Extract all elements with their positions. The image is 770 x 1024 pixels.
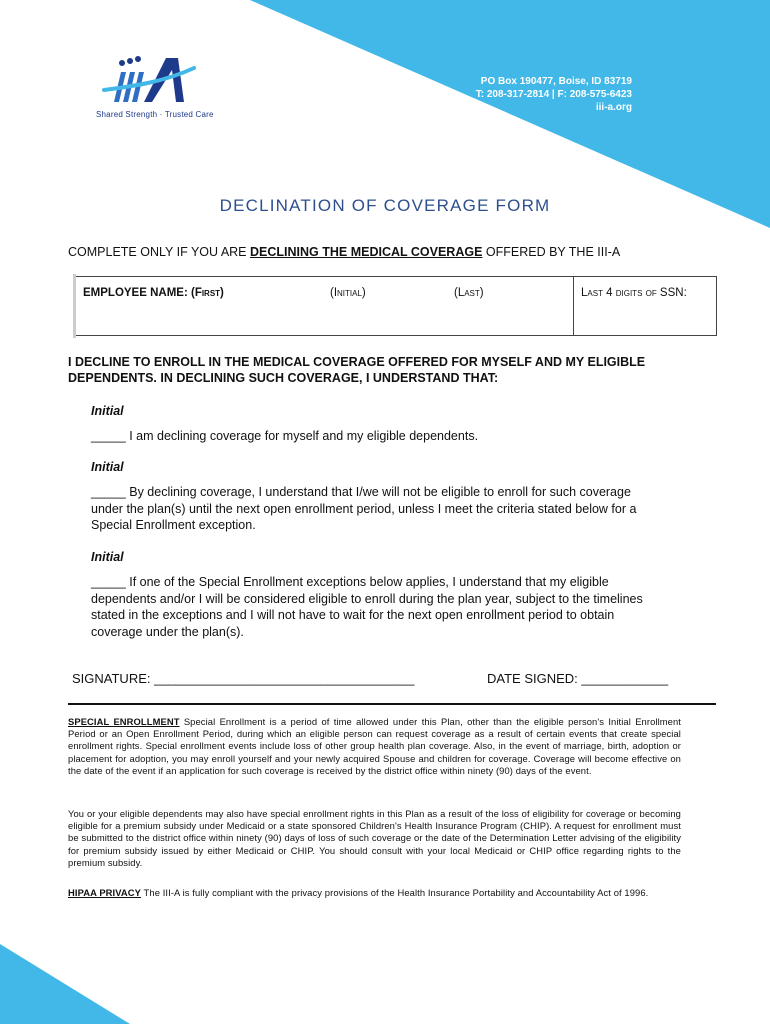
address-line: PO Box 190477, Boise, ID 83719 <box>480 76 632 87</box>
ssn-divider <box>573 277 574 335</box>
last-name-label[interactable]: (Last) <box>454 287 484 299</box>
employee-info-table <box>75 276 717 336</box>
initial-label: Initial <box>91 460 124 474</box>
chip-paragraph: You or your eligible dependents may also have special enrollment rights in this Plan as a result of the loss of eligibility for coverage or becoming eligible for a premium subsidy under Medicaid or a state sponsored Children's Health Insurance Program (CHIP). A request for enrollment must be submitted to the district office within ninety (90) days of loss of such coverage or the date of the Determination Letter advising of the eligibility for premium subsidy issued by either Medicaid or CHIP. You should consult with your local Medicaid or CHIP office regarding rights to the premium subsidy. <box>68 808 681 868</box>
initial-label: Initial <box>91 550 124 564</box>
first-name-label: (First) <box>190 287 224 299</box>
statement-3[interactable]: _____ If one of the Special Enrollment exceptions below applies, I understand that my eligible dependents and/or I will be considered eligible to enroll during the plan year, subject to the timelines stated in the exceptions and I will not have to wait for the next open enrollment period to obtain coverage under the plan(s). <box>91 575 643 639</box>
ssn-label-prefix: Last 4 digits of <box>581 287 660 299</box>
employee-name-label: EMPLOYEE NAME: <box>83 287 191 299</box>
instruction-pre: COMPLETE ONLY IF YOU ARE <box>68 245 250 259</box>
logo-tagline: Shared Strength · Trusted Care <box>96 110 214 119</box>
hipaa-paragraph <box>68 887 681 899</box>
instruction-text <box>68 245 620 259</box>
declaration-heading: I DECLINE TO ENROLL IN THE MEDICAL COVERAGE OFFERED FOR MYSELF AND MY ELIGIBLE DEPENDENTS. IN DECLINING SUCH COVERAGE, I UNDERSTAND THAT: <box>68 355 646 385</box>
special-enrollment-heading: SPECIAL ENROLLMENT <box>68 716 180 727</box>
ssn-field[interactable] <box>581 287 687 299</box>
website-line: iii-a.org <box>595 102 632 113</box>
hipaa-text: The III-A is fully compliant with the privacy provisions of the Health Insurance Portability and Accountability Act of 1996. <box>141 887 649 898</box>
contact-address <box>476 75 632 114</box>
ssn-label-suffix: SSN: <box>659 287 687 299</box>
signature-line[interactable]: SIGNATURE: ____________________________________ <box>72 671 415 686</box>
special-enrollment-paragraph <box>68 716 681 777</box>
initial-field-label[interactable]: (Initial) <box>330 287 366 299</box>
initial-label: Initial <box>91 404 124 418</box>
decorative-corner-bottom <box>0 944 130 1024</box>
statement-1[interactable]: _____ I am declining coverage for myself and my eligible dependents. <box>91 429 479 443</box>
instruction-post: OFFERED BY THE III-A <box>482 245 621 259</box>
hipaa-heading: HIPAA PRIVACY <box>68 887 142 898</box>
instruction-emphasis: DECLINING THE MEDICAL COVERAGE <box>250 245 483 259</box>
form-title: DECLINATION OF COVERAGE FORM <box>219 196 551 215</box>
statement-2[interactable]: _____ By declining coverage, I understand that I/we will not be eligible to enroll for such coverage under the plan(s) until the next open enrollment period, unless I meet the criteria stated below for a Special Enrollment exception. <box>91 485 637 532</box>
employee-name-field[interactable] <box>83 287 224 299</box>
date-signed-line[interactable]: DATE SIGNED: ____________ <box>487 671 669 686</box>
phone-fax-line: T: 208-317-2814 | F: 208-575-6423 <box>475 89 632 100</box>
special-enrollment-text: Special Enrollment is a period of time allowed under this Plan, other than the eligible person's Initial Enrollment Period or an Open Enrollment Period, during which an eligible person can request coverage as a result of certain events that create special enrollment rights. Special enrollment events include loss of other group health plan coverage. Also, in the event of marriage, birth, adoption or placement for adoption, you may enroll yourself and your newly acquired Spouse and children for coverage. Coverage will become effective on the date of the event if an application for such coverage is received by the district office within ninety (90) days of the event. <box>68 716 681 776</box>
section-divider <box>68 703 716 705</box>
